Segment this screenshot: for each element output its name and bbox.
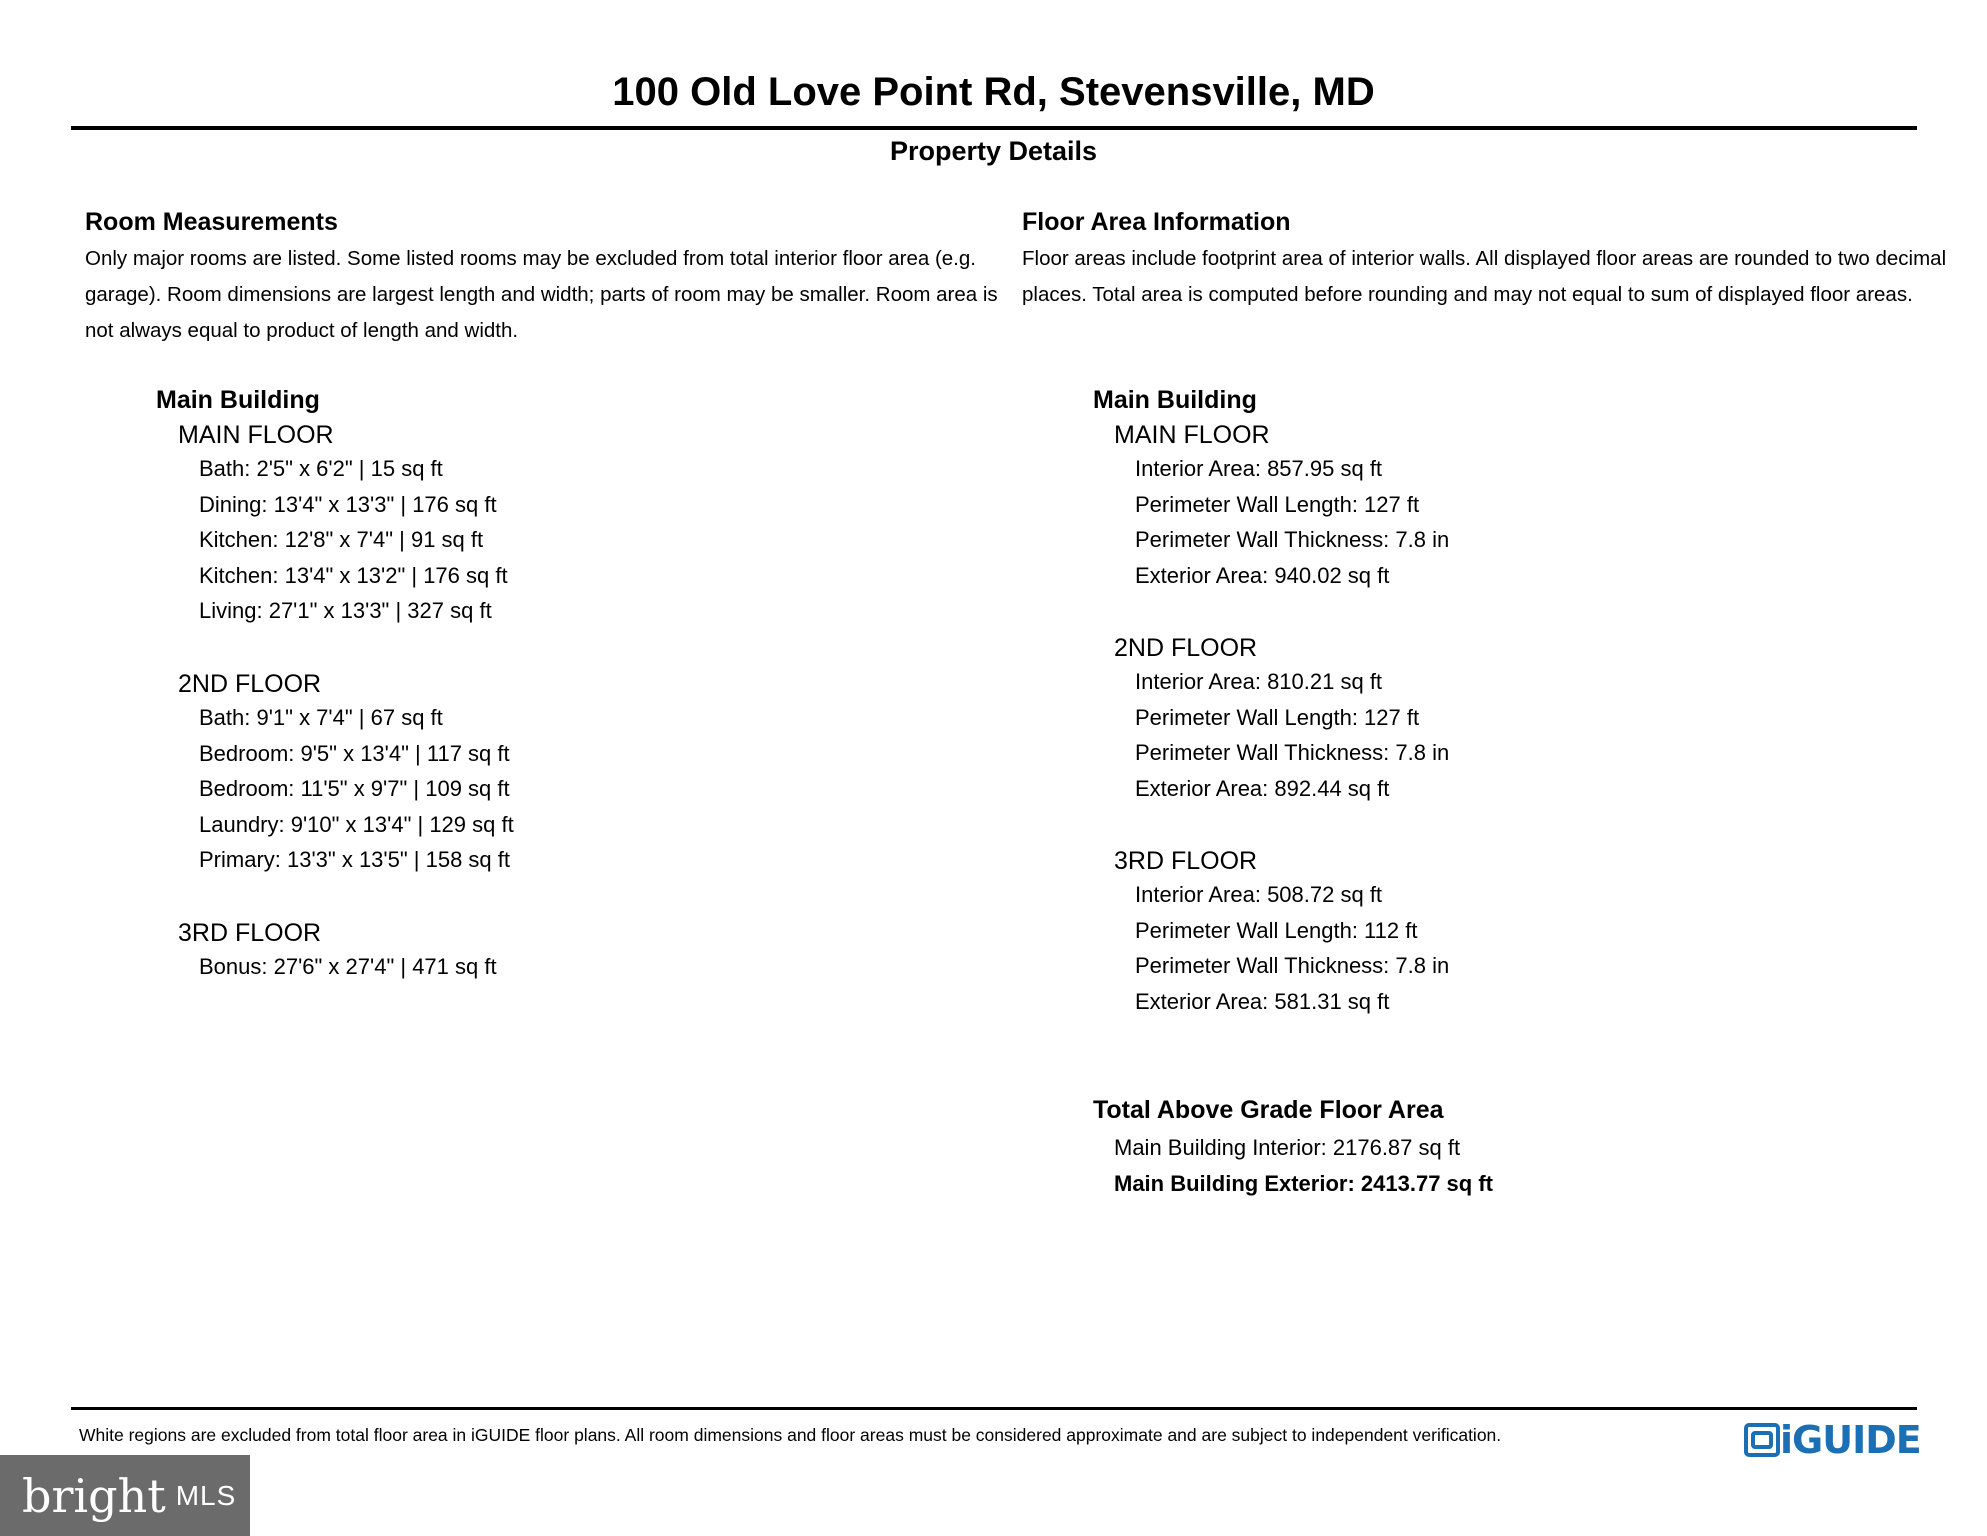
- floor-heading: 2ND FLOOR: [178, 670, 322, 698]
- area-row: Perimeter Wall Thickness: 7.8 in: [1135, 740, 1450, 765]
- area-row: Exterior Area: 581.31 sq ft: [1135, 988, 1390, 1014]
- area-floor-3rd: [1114, 845, 1449, 1019]
- room-floor-2nd: [178, 668, 514, 878]
- room-building-heading: Main Building: [156, 386, 320, 414]
- bright-mls-watermark: [0, 1455, 250, 1536]
- iguide-logo: [1744, 1420, 1921, 1460]
- room-row: Laundry: 9'10" x 13'4" | 129 sq ft: [199, 811, 514, 837]
- room-floor-main: [178, 419, 508, 629]
- area-row: Exterior Area: 940.02 sq ft: [1135, 562, 1390, 588]
- room-measurements-heading: Room Measurements: [85, 208, 338, 236]
- area-row: Perimeter Wall Thickness: 7.8 in: [1135, 953, 1450, 978]
- room-row: Dining: 13'4" x 13'3" | 176 sq ft: [199, 491, 497, 517]
- page-title: 100 Old Love Point Rd, Stevensville, MD: [612, 70, 1375, 114]
- room-row: Kitchen: 12'8" x 7'4" | 91 sq ft: [199, 527, 484, 552]
- room-row: Kitchen: 13'4" x 13'2" | 176 sq ft: [199, 562, 508, 588]
- footer-disclaimer: White regions are excluded from total floor area in iGUIDE floor plans. All room dimensions and floor areas must be considered approximate and are subject to independent verification.: [79, 1425, 1502, 1445]
- area-row: Perimeter Wall Length: 112 ft: [1135, 917, 1418, 943]
- room-row: Bedroom: 11'5" x 9'7" | 109 sq ft: [199, 776, 510, 801]
- floor-area-heading: Floor Area Information: [1022, 208, 1291, 236]
- total-interior-row: Main Building Interior: 2176.87 sq ft: [1114, 1135, 1461, 1160]
- area-floor-2nd: [1114, 632, 1449, 806]
- area-row: Perimeter Wall Thickness: 7.8 in: [1135, 527, 1450, 552]
- total-floor-area-list: [1114, 1130, 1493, 1201]
- room-measurements-description: Only major rooms are listed. Some listed rooms may be excluded from total interior floor area (e.g. garage). Room dimensions are largest length and width; parts of room may be smaller. Room area is not always equal to product of length and width.: [85, 247, 998, 342]
- room-row: Bath: 9'1" x 7'4" | 67 sq ft: [199, 705, 443, 730]
- area-floor-main: [1114, 419, 1449, 593]
- floor-heading: 2ND FLOOR: [1114, 634, 1258, 662]
- room-row: Bedroom: 9'5" x 13'4" | 117 sq ft: [199, 740, 510, 766]
- room-row: Primary: 13'3" x 13'5" | 158 sq ft: [199, 847, 510, 872]
- area-row: Perimeter Wall Length: 127 ft: [1135, 704, 1420, 730]
- area-row: Interior Area: 810.21 sq ft: [1135, 669, 1383, 694]
- floor-heading: MAIN FLOOR: [1114, 421, 1270, 449]
- room-row: Living: 27'1" x 13'3" | 327 sq ft: [199, 598, 492, 623]
- iguide-wordmark: iGUIDE: [1780, 1418, 1921, 1462]
- footer-divider: [71, 1407, 1917, 1410]
- page-subtitle: Property Details: [889, 136, 1098, 166]
- iguide-mark-icon: [1744, 1423, 1780, 1457]
- area-row: Perimeter Wall Length: 127 ft: [1135, 491, 1420, 517]
- floor-heading: 3RD FLOOR: [178, 919, 322, 947]
- bright-wordmark: bright: [22, 1468, 166, 1523]
- floor-heading: MAIN FLOOR: [178, 421, 334, 449]
- total-exterior-row: Main Building Exterior: 2413.77 sq ft: [1114, 1170, 1493, 1196]
- area-row: Interior Area: 508.72 sq ft: [1135, 882, 1383, 907]
- floor-area-description: Floor areas include footprint area of interior walls. All displayed floor areas are rounded to two decimal places. Total area is computed before rounding and may not equal to sum of displayed floor areas.: [1022, 247, 1947, 306]
- area-building-heading: Main Building: [1093, 386, 1257, 414]
- floor-heading: 3RD FLOOR: [1114, 847, 1258, 875]
- room-floor-3rd: [178, 917, 497, 985]
- area-row: Exterior Area: 892.44 sq ft: [1135, 775, 1390, 801]
- mls-wordmark: MLS: [175, 1479, 237, 1511]
- header-divider: [71, 126, 1917, 130]
- room-row: Bath: 2'5" x 6'2" | 15 sq ft: [199, 456, 443, 481]
- total-floor-area-heading: Total Above Grade Floor Area: [1093, 1096, 1444, 1124]
- area-row: Interior Area: 857.95 sq ft: [1135, 456, 1383, 481]
- room-row: Bonus: 27'6" x 27'4" | 471 sq ft: [199, 954, 497, 979]
